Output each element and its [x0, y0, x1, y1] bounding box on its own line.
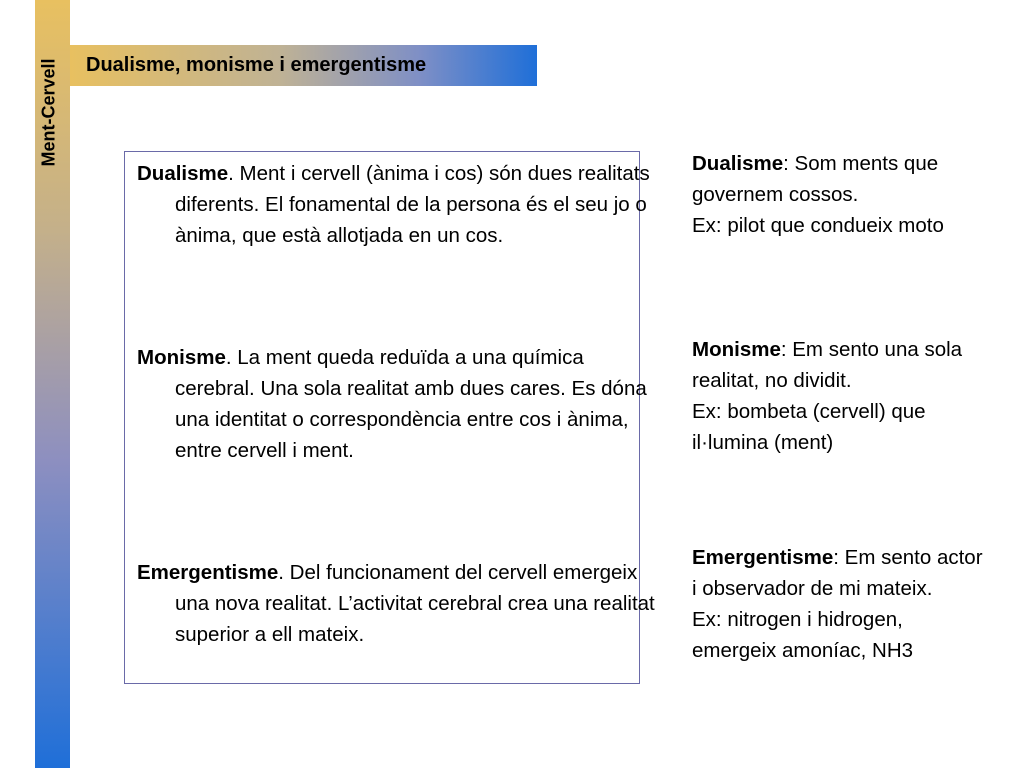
definition-text: . La ment queda reduïda a una química cerebral. Una sola realitat amb dues cares. Es dóna una identitat o correspondència entre cos i ànima, entre cervell i ment. [175, 346, 647, 462]
side-label-text: Ment-Cervell [38, 57, 59, 167]
note-dualisme [692, 148, 992, 241]
definition-emergentisme [137, 557, 665, 650]
note-text: : Em sento actor i observador de mi mateix. [692, 546, 983, 600]
definition-term: Monisme [137, 346, 226, 369]
page-title: Dualisme, monisme i emergentisme [86, 54, 427, 76]
note-emergentisme [692, 542, 992, 666]
definition-monisme [137, 342, 665, 466]
note-text: : Som ments que governem cossos. [692, 152, 939, 206]
note-term: Monisme [692, 338, 781, 361]
definition-dualisme [137, 158, 665, 251]
definition-text: . Ment i cervell (ànima i cos) són dues realitats diferents. El fonamental de la persona és el seu jo o ànima, que està allotjada en un cos. [175, 162, 650, 247]
definition-text: . Del funcionament del cervell emergeix una nova realitat. L’activitat cerebral crea una realitat superior a ell mateix. [175, 561, 655, 646]
title-bar [70, 45, 537, 86]
side-label [36, 42, 62, 182]
definitions-box [124, 151, 655, 684]
definition-term: Emergentisme [137, 561, 279, 584]
note-term: Dualisme [692, 152, 784, 175]
note-example: Ex: bombeta (cervell) que il·lumina (ment) [692, 400, 926, 454]
note-example: Ex: pilot que condueix moto [692, 214, 944, 237]
note-text: : Em sento una sola realitat, no dividit. [692, 338, 963, 392]
note-monisme [692, 334, 992, 458]
note-example: Ex: nitrogen i hidrogen, emergeix amoníac, NH3 [692, 608, 914, 662]
note-term: Emergentisme [692, 546, 834, 569]
definition-term: Dualisme [137, 162, 229, 185]
